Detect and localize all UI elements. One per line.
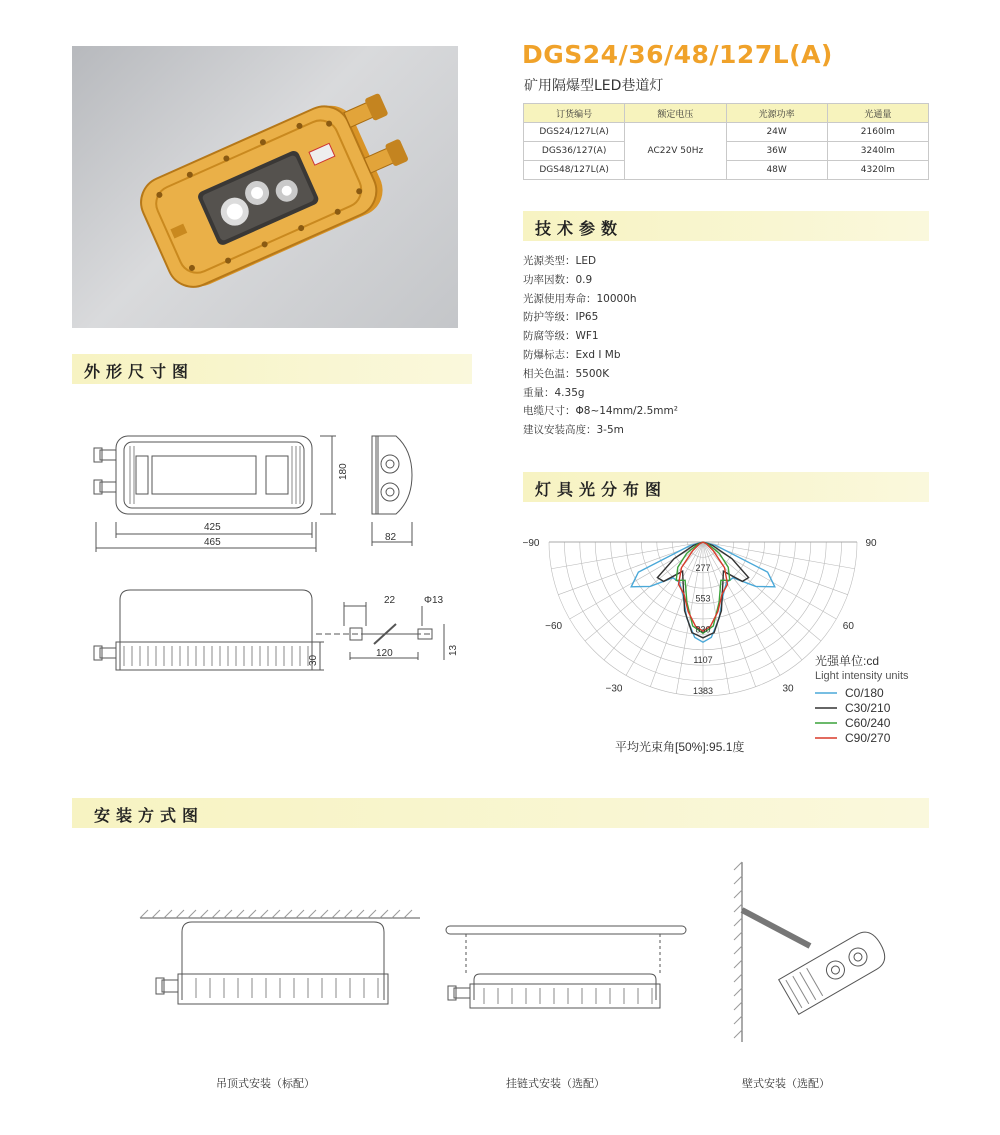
- table-row: [524, 123, 929, 142]
- param-label: 防护等级: [523, 311, 565, 324]
- param-value: 5500K: [575, 367, 610, 380]
- angle-label: −30: [605, 683, 623, 695]
- cell-flux: 3240lm: [827, 142, 928, 161]
- section-header-dimensions: [72, 354, 472, 384]
- dim-base-height: 30: [308, 654, 319, 666]
- param-row: [523, 421, 678, 440]
- param-value: 4.35g: [554, 386, 585, 399]
- legend-entry: C0/180: [845, 686, 884, 700]
- param-value: 0.9: [575, 273, 593, 286]
- param-row: [523, 365, 678, 384]
- dim-height: 180: [338, 463, 349, 480]
- header-flux: 光通量: [827, 104, 928, 123]
- product-name: 矿用隔爆型LED巷道灯: [524, 78, 664, 94]
- side-view-outline: [376, 436, 412, 514]
- param-value: 10000h: [596, 292, 637, 305]
- param-row: [523, 252, 678, 271]
- spec-table-header-row: [524, 104, 929, 123]
- angle-label: 30: [782, 683, 794, 695]
- param-value: Exd I Mb: [575, 348, 621, 361]
- angle-label: 60: [842, 621, 854, 632]
- chain-mount-drawing: [446, 926, 686, 1008]
- dim-lug-span: 120: [376, 648, 393, 659]
- param-value: LED: [575, 255, 597, 267]
- param-row: [523, 271, 678, 290]
- legend-unit-en: Light intensity units: [815, 670, 909, 682]
- param-row: [523, 327, 678, 346]
- legend-unit-cn: 光强单位:cd: [815, 654, 880, 668]
- table-row: [524, 142, 929, 161]
- angle-label: −90: [523, 538, 540, 549]
- param-row: [523, 290, 678, 309]
- param-separator: ：: [586, 424, 597, 437]
- table-row: [524, 161, 929, 180]
- angle-label: −60: [545, 621, 563, 632]
- param-separator: ：: [586, 292, 597, 305]
- ceiling-mount-drawing: [140, 910, 420, 1004]
- section-header-installation: [72, 798, 929, 828]
- radial-label: 277: [695, 562, 711, 573]
- cell-power: 48W: [726, 161, 827, 180]
- param-separator: ：: [565, 311, 576, 324]
- radial-label: 1107: [693, 655, 713, 666]
- front-view-outline: [116, 436, 312, 514]
- wall-mount-drawing: [734, 862, 890, 1042]
- dim-depth: 82: [385, 532, 397, 543]
- dim-width-outer: 465: [204, 537, 221, 548]
- param-separator: ：: [565, 367, 576, 380]
- dim-hole: Φ13: [424, 595, 444, 606]
- cell-flux: 2160lm: [827, 123, 928, 142]
- param-label: 防爆标志: [523, 348, 565, 361]
- radial-label: 830: [695, 624, 711, 635]
- angle-label: 90: [865, 538, 877, 549]
- section-title: 外形尺寸图: [84, 362, 195, 381]
- param-separator: ：: [565, 405, 576, 418]
- param-label: 相关色温: [523, 367, 565, 380]
- param-row: [523, 346, 678, 365]
- tech-params-list: [523, 252, 678, 440]
- param-label: 重量: [523, 386, 544, 399]
- dim-width-inner: 425: [204, 522, 221, 533]
- radial-label: 553: [695, 593, 711, 604]
- light-distribution-chart: [523, 520, 923, 770]
- param-value: Φ8~14mm/2.5mm²: [575, 405, 678, 418]
- cell-code: DGS48/127L(A): [524, 161, 625, 180]
- product-photo: [72, 46, 458, 328]
- cell-power: 36W: [726, 142, 827, 161]
- param-separator: ：: [565, 348, 576, 361]
- legend-entry: C30/210: [845, 701, 891, 715]
- header-order-code: 订货编号: [524, 104, 625, 123]
- spec-table: [523, 103, 929, 180]
- section-title: 技术参数: [535, 219, 624, 238]
- section-header-tech-params: [523, 211, 929, 241]
- caption-chain-mount: 挂链式安装（选配）: [506, 1077, 605, 1090]
- param-value: IP65: [575, 311, 599, 324]
- param-row: [523, 308, 678, 327]
- param-separator: ：: [565, 330, 576, 343]
- installation-drawings: [120, 850, 920, 1050]
- param-label: 建议安装高度: [523, 424, 586, 437]
- explosion-proof-lamp-illustration: [72, 46, 458, 328]
- beam-angle-note: 平均光束角[50%]:95.1度: [615, 740, 745, 754]
- param-row: [523, 402, 678, 421]
- legend-entry: C60/240: [845, 716, 891, 730]
- cell-voltage: AC22V 50Hz: [625, 123, 726, 180]
- param-label: 防腐等级: [523, 330, 565, 343]
- header-voltage: 额定电压: [625, 104, 726, 123]
- dimension-drawings: [80, 420, 480, 700]
- cell-code: DGS24/127L(A): [524, 123, 625, 142]
- dim-lug-height: 13: [448, 644, 459, 656]
- cell-power: 24W: [726, 123, 827, 142]
- dim-lug-width: 22: [384, 595, 396, 606]
- param-label: 电缆尺寸: [523, 405, 565, 418]
- section-title: 灯具光分布图: [535, 480, 668, 499]
- product-model-title: DGS24/36/48/127L(A): [522, 40, 833, 69]
- param-separator: ：: [565, 255, 576, 267]
- bottom-view-outline: [120, 590, 312, 670]
- param-value: 3-5m: [596, 424, 624, 437]
- param-separator: ：: [565, 273, 576, 286]
- cell-flux: 4320lm: [827, 161, 928, 180]
- chart-legend: [815, 653, 909, 745]
- param-separator: ：: [544, 386, 555, 399]
- caption-wall-mount: 壁式安装（选配）: [742, 1077, 830, 1090]
- caption-ceiling-mount: 吊顶式安装（标配）: [216, 1077, 315, 1090]
- section-title: 安装方式图: [94, 806, 205, 825]
- param-label: 光源类型: [523, 255, 565, 267]
- section-header-light-distribution: [523, 472, 929, 502]
- param-label: 光源使用寿命: [523, 292, 586, 305]
- param-value: WF1: [575, 330, 599, 343]
- param-row: [523, 384, 678, 403]
- legend-entry: C90/270: [845, 731, 891, 745]
- radial-label: 1383: [692, 686, 714, 696]
- param-label: 功率因数: [523, 273, 565, 286]
- header-power: 光源功率: [726, 104, 827, 123]
- cell-code: DGS36/127(A): [524, 142, 625, 161]
